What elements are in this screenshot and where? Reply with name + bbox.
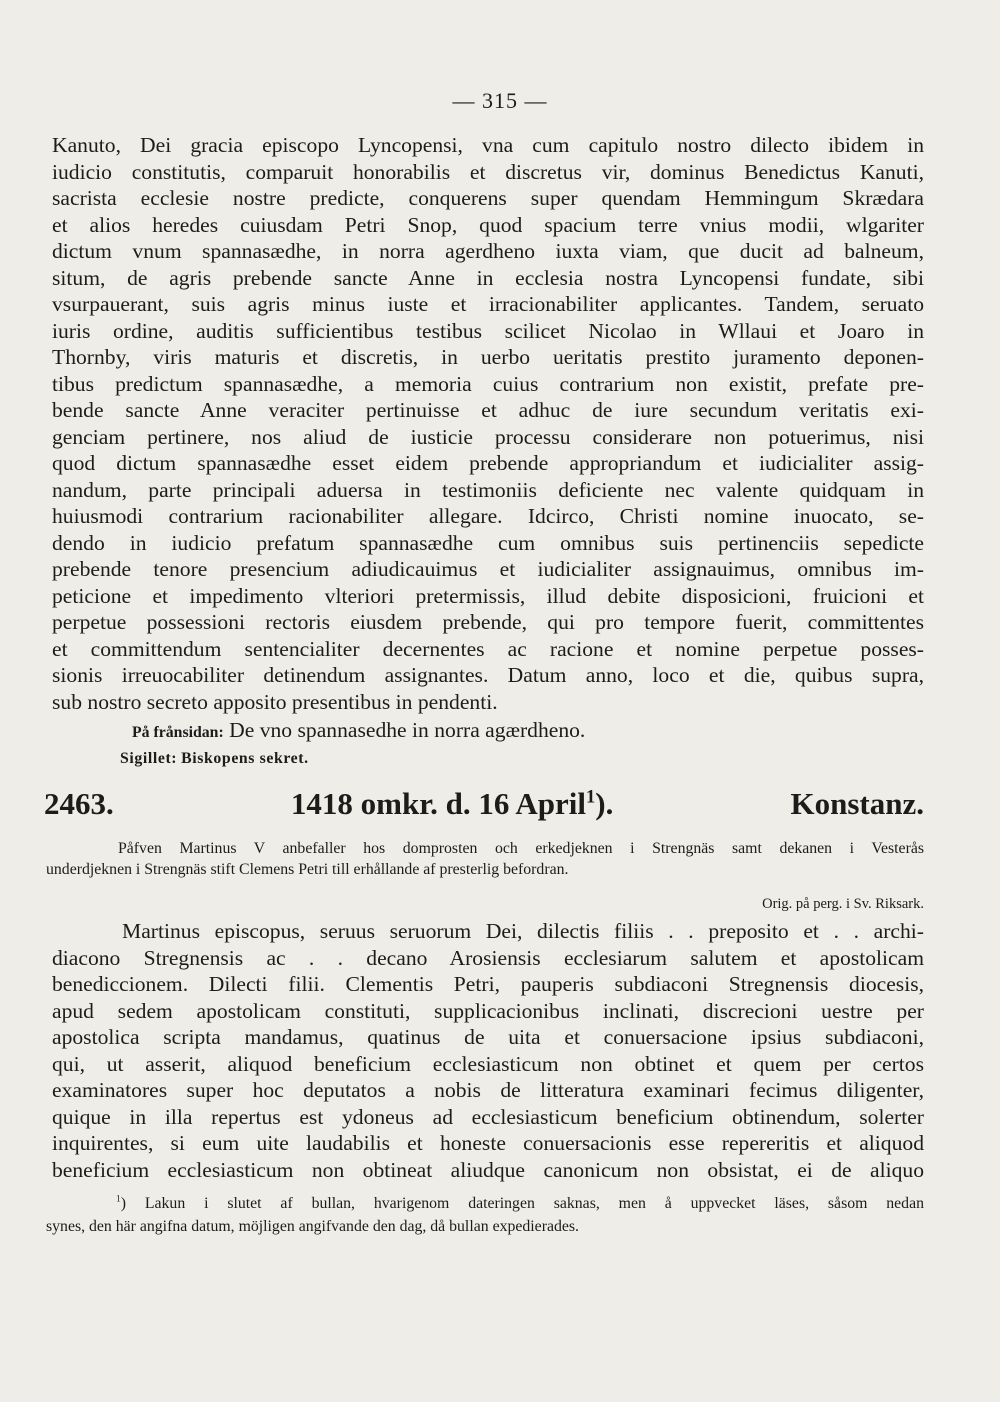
text-line: qui, ut asserit, aliquod beneficium ecclesiasticum non obtinet et quem per certos	[52, 1051, 924, 1076]
footnote-marker: 1	[116, 1194, 121, 1205]
text-line: et alios heredes cuiusdam Petri Snop, quod spacium terre vnius modii, wlgariter	[52, 212, 924, 237]
seal-text: Biskopens sekret.	[181, 750, 309, 767]
text-line: examinatores super hoc deputatos a nobis de litteratura examinari fecimus diligenter,	[52, 1078, 924, 1102]
text-line: beneficium ecclesiasticum non obtineat aliudque canonicum non obsistat, ei de aliquo	[52, 1157, 924, 1182]
entry-place: Konstanz.	[790, 786, 924, 821]
page-number: — 315 —	[452, 88, 548, 113]
text-line: apostolica scripta mandamus, quatinus de uita et conuersacione ipsius subdiaconi,	[52, 1025, 924, 1049]
source-reference: Orig. på perg. i Sv. Riksark.	[762, 896, 924, 912]
footnote	[46, 1192, 924, 1238]
text-line: Martinus episcopus, seruus seruorum Dei, dilectis filiis . . preposito et . . archi-	[122, 919, 924, 943]
entry-date: 1418 omkr. d. 16 April$^1$).	[290, 786, 614, 821]
text-line: dendo in iudicio prefatum spannasædhe cum omnibus suis pertinenciis sepedicte	[52, 530, 924, 555]
summary-line: underdjeknen i Strengnäs stift Clemens Petri till erhållande af presterlig befordran.	[46, 861, 569, 878]
entry-number: 2463.	[44, 786, 114, 821]
text-line: prebende tenore presencium adiudicauimus et iudicialiter assignauimus, omnibus im-	[52, 557, 924, 581]
footnote-line: $^1$) Lakun i slutet af bullan, hvarigenom dateringen saknas, men å uppvecket läses, såsom nedan	[116, 1194, 924, 1212]
text-line: huiusmodi contrarium racionabiliter allegare. Idcirco, Christi nomine inuocato, se-	[52, 504, 924, 528]
seal-label: Sigillet:	[120, 750, 178, 767]
text-line: nandum, parte principali aduersa in testimoniis deficiente nec valente quidquam in	[52, 477, 924, 502]
text-line: et committendum sentencialiter decernentes ac racione et nomine perpetue posses-	[52, 636, 924, 661]
text-line: dictum vnum spannasædhe, in norra agerdheno iuxta viam, que ducit ad balneum,	[52, 239, 924, 263]
footnote-ref: 1	[586, 786, 596, 808]
text-line: sacrista ecclesie nostre predicte, conquerens super quendam Hemmingum Skrædara	[52, 186, 924, 210]
footnote-line: synes, den här angifna datum, möjligen angifvande den dag, då bullan expedierades.	[46, 1218, 579, 1235]
summary-line: Påfven Martinus V anbefaller hos domprosten och erkedjeknen i Strengnäs samt dekanen i Vesterås	[118, 840, 924, 857]
text-line: tibus predictum spannasædhe, a memoria cuius contrarium non existit, prefate pre-	[52, 371, 924, 396]
seal-note	[52, 747, 924, 771]
text-line: benediccionem. Dilecti filii. Clementis Petri, pauperis subdiaconi Stregnensis diocesis,	[52, 972, 924, 996]
charter-2-text	[52, 918, 924, 1183]
text-line: Thornby, viris maturis et discretis, in uerbo ueritatis prestito juramento deponen-	[52, 345, 924, 369]
charter-1-text	[52, 132, 924, 771]
text-line: diacono Stregnensis ac . . decano Arosiensis ecclesiarum salutem et apostolicam	[52, 945, 924, 970]
text-line: quod dictum spannasædhe esset eidem prebende appropriandum et iudicialiter assig-	[52, 451, 924, 475]
text-line: sub nostro secreto apposito presentibus in pendenti.	[52, 689, 498, 714]
text-line: apud sedem apostolicam constituti, supplicacionibus inclinati, discrecioni uestre per	[52, 998, 924, 1023]
reverse-text: De vno spannasedhe in norra agærdheno.	[229, 718, 586, 742]
entry-summary	[46, 838, 924, 880]
entry-heading	[44, 786, 924, 822]
text-line: sionis irreuocabiliter detinendum assignantes. Datum anno, loco et die, quibus supra,	[52, 663, 924, 687]
reverse-label: På frånsidan:	[132, 724, 224, 741]
text-line: perpetue possessioni rectoris eiusdem prebende, qui pro tempore fuerit, committentes	[52, 610, 924, 634]
text-line: iudicio constitutis, comparuit honorabilis et discretus vir, dominus Benedictus Kanuti,	[52, 159, 924, 184]
text-line: genciam pertinere, nos aliud de iusticie processu considerare non potuerimus, nisi	[52, 424, 924, 449]
text-line: vsurpauerant, suis agris minus iuste et irracionabiliter applicantes. Tandem, seruato	[52, 292, 924, 316]
text-line: inquirentes, si eum uite laudabilis et honeste conuersacionis esse repereritis et aliquod	[52, 1131, 924, 1155]
text-line: iuris ordine, auditis sufficientibus testibus scilicet Nicolao in Wllaui et Joaro in	[52, 318, 924, 343]
text-line: peticione et impedimento vlteriori pretermissis, illud debite disposicioni, fruicioni et	[52, 583, 924, 608]
reverse-note	[52, 717, 924, 744]
text-line: situm, de agris prebende sancte Anne in ecclesia nostra Lyncopensi fundate, sibi	[52, 265, 924, 290]
text-line: bende sancte Anne veraciter pertinuisse et adhuc de iure secundum veritatis exi-	[52, 398, 924, 422]
text-line: quique in illa repertus est ydoneus ad ecclesiasticum beneficium obtinendum, solerter	[52, 1104, 924, 1129]
text-line: Kanuto, Dei gracia episcopo Lyncopensi, vna cum capitulo nostro dilecto ibidem in	[52, 133, 924, 157]
